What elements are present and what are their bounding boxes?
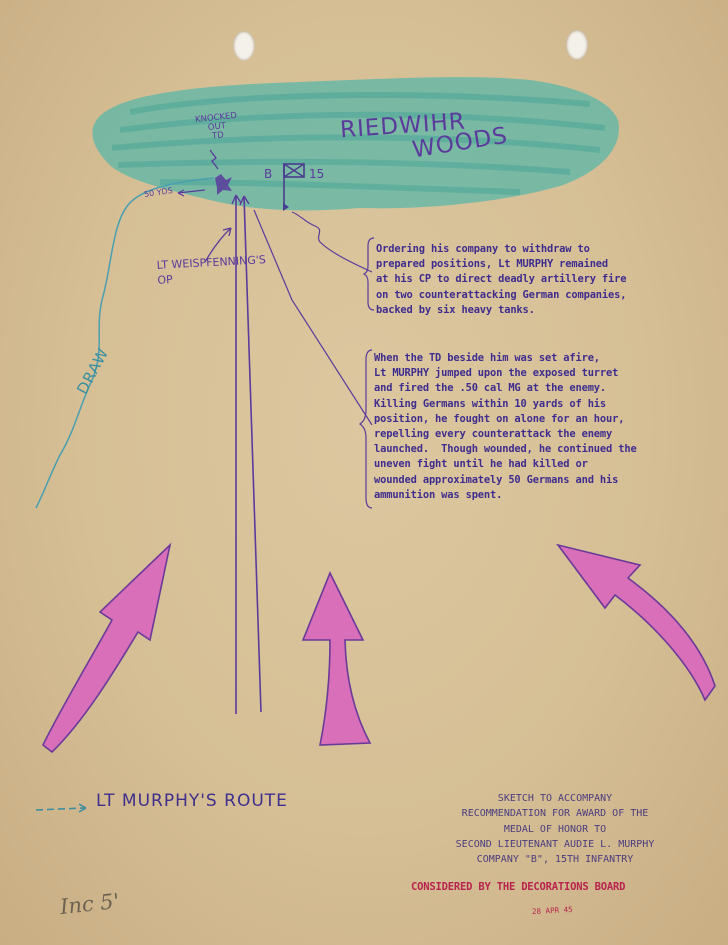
draw-label: DRAW bbox=[73, 344, 113, 398]
unit-15-label: 15 bbox=[309, 167, 325, 181]
note-1-brace bbox=[364, 238, 374, 310]
advance-arrow-right bbox=[558, 545, 715, 700]
advance-arrow-left bbox=[43, 545, 170, 752]
advance-arrow-middle bbox=[303, 573, 370, 745]
pencil-annotation: Inc 5' bbox=[58, 888, 121, 920]
draw-line bbox=[36, 178, 214, 508]
note-2-pointer bbox=[254, 210, 372, 425]
woods-label-line1: RIEDWIHR bbox=[339, 108, 467, 144]
legend-route-sample bbox=[36, 808, 84, 810]
stamp-date: 28 APR 45 bbox=[531, 904, 573, 917]
typed-note-turret: When the TD beside him was set afire, Lt MURPHY jumped upon the exposed turret and fired the .50 cal MG at the enemy. Killing Germans within 10 yards of his position, he fought on alone for an hour, repelling every counterattack the enemy launched. Though wounded, he continued the uneven fight until he had killed or wounded approximately 50 Germans and his ammunition was spent. bbox=[374, 352, 637, 501]
sketch-caption: SKETCH TO ACCOMPANY RECOMMENDATION FOR AWARD OF THE MEDAL OF HONOR TO SECOND LIEUTENANT AUDIE L. MURPHY COMPANY "B", 15TH INFANTRY bbox=[455, 793, 655, 866]
distance-label: 50 YDS bbox=[143, 186, 174, 199]
note-2-brace bbox=[360, 350, 372, 508]
observation-post-label: LT WEISPFENNING'S OP bbox=[156, 253, 267, 287]
woods-label-line2: WOODS bbox=[410, 122, 510, 164]
legend-route-label: LT MURPHY'S ROUTE bbox=[96, 791, 288, 811]
unit-b-label: B bbox=[264, 167, 273, 181]
note-1-pointer bbox=[292, 212, 372, 272]
typed-note-artillery: Ordering his company to withdraw to prepared positions, Lt MURPHY remained at his CP to direct deadly artillery fire on two counterattacking German companies, backed by six heavy tanks. bbox=[376, 243, 627, 316]
knocked-out-td-label: KNOCKED OUT TD bbox=[194, 110, 238, 142]
decorations-board-stamp: CONSIDERED BY THE DECORATIONS BOARD bbox=[411, 881, 626, 893]
